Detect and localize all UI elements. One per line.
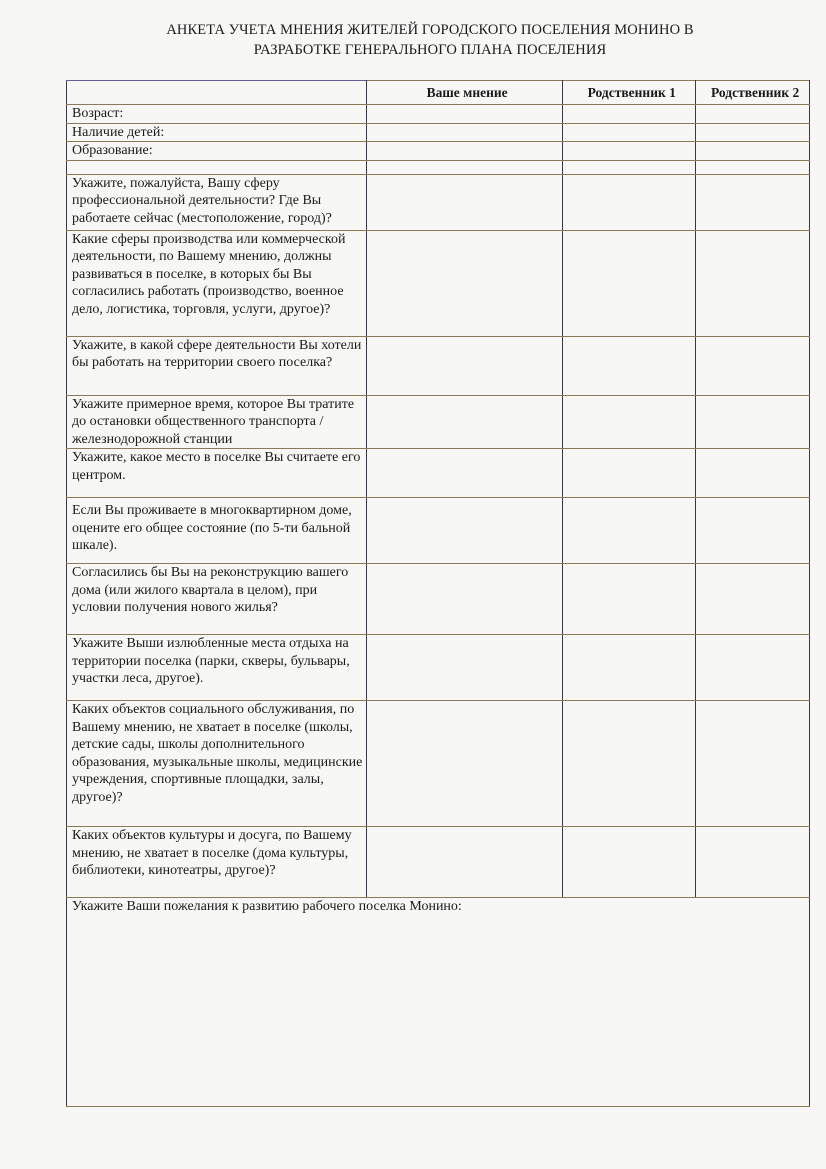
- answer-cell-relative-1[interactable]: [563, 701, 696, 827]
- answer-cell-relative-1[interactable]: [563, 123, 696, 142]
- table-row: [67, 395, 810, 449]
- answer-cell-opinion[interactable]: [367, 564, 563, 635]
- answer-cell-relative-1[interactable]: [563, 336, 696, 395]
- answer-cell-opinion[interactable]: [367, 230, 563, 336]
- form-title-line-2: РАЗРАБОТКЕ ГЕНЕРАЛЬНОГО ПЛАНА ПОСЕЛЕНИЯ: [253, 42, 607, 58]
- answer-cell-relative-2[interactable]: [696, 142, 810, 161]
- answer-cell-relative-2[interactable]: [696, 105, 810, 124]
- answer-cell-opinion[interactable]: [367, 701, 563, 827]
- answer-cell-opinion[interactable]: [367, 395, 563, 449]
- question-8: Укажите Выши излюбленные места отдыха на территории поселка (парки, скверы, бульвары, участки леса, другое).: [67, 635, 367, 701]
- question-7: Согласились бы Вы на реконструкцию вашего дома (или жилого квартала в целом), при условии получения нового жилья?: [67, 564, 367, 635]
- answer-cell-relative-2[interactable]: [696, 701, 810, 827]
- answer-cell-relative-1[interactable]: [563, 105, 696, 124]
- question-3: Укажите, в какой сфере деятельности Вы хотели бы работать на территории своего поселка?: [67, 336, 367, 395]
- answer-cell-relative-2[interactable]: [696, 336, 810, 395]
- answer-cell-opinion[interactable]: [367, 174, 563, 230]
- answer-cell-relative-2[interactable]: [696, 635, 810, 701]
- question-9: Каких объектов социального обслуживания, по Вашему мнению, не хватает в поселке (школы, детские сады, школы дополнительного образования, музыкальные школы, медицинские учреждения, спортивные площадки, залы, другое)?: [67, 701, 367, 827]
- header-relative-2: Родственник 2: [696, 81, 810, 105]
- table-row: [67, 827, 810, 898]
- answer-cell-relative-2[interactable]: [696, 449, 810, 498]
- answer-cell-opinion[interactable]: [367, 105, 563, 124]
- spacer-row: [67, 160, 810, 174]
- row-label-education: Образование:: [67, 142, 367, 161]
- spacer-cell: [563, 160, 696, 174]
- wishes-field[interactable]: [67, 898, 810, 1107]
- table-row: [67, 174, 810, 230]
- answer-cell-relative-1[interactable]: [563, 142, 696, 161]
- answer-cell-relative-1[interactable]: [563, 827, 696, 898]
- row-label-children: Наличие детей:: [67, 123, 367, 142]
- question-6: Если Вы проживаете в многоквартирном доме, оцените его общее состояние (по 5-ти бальной шкале).: [67, 498, 367, 564]
- table-row: [67, 635, 810, 701]
- question-4: Укажите примерное время, которое Вы тратите до остановки общественного транспорта / железнодорожной станции: [67, 395, 367, 449]
- answer-cell-opinion[interactable]: [367, 336, 563, 395]
- table-row: [67, 105, 810, 124]
- answer-cell-relative-1[interactable]: [563, 230, 696, 336]
- answer-cell-opinion[interactable]: [367, 827, 563, 898]
- spacer-cell: [367, 160, 563, 174]
- answer-cell-relative-2[interactable]: [696, 123, 810, 142]
- form-title: [110, 20, 750, 60]
- answer-cell-opinion[interactable]: [367, 449, 563, 498]
- spacer-cell: [67, 160, 367, 174]
- header-row: [67, 81, 810, 105]
- question-2: Какие сферы производства или коммерческой деятельности, по Вашему мнению, должны развиваться в поселке, в которых бы Вы согласились работать (производство, военное дело, логистика, торговля, услуги, другое)?: [67, 230, 367, 336]
- table-row: [67, 449, 810, 498]
- table-row: [67, 498, 810, 564]
- question-1: Укажите, пожалуйста, Вашу сферу профессиональной деятельности? Где Вы работаете сейчас (местоположение, город)?: [67, 174, 367, 230]
- answer-cell-relative-2[interactable]: [696, 827, 810, 898]
- header-opinion: Ваше мнение: [367, 81, 563, 105]
- row-label-age: Возраст:: [67, 105, 367, 124]
- wishes-row: [67, 898, 810, 1107]
- answer-cell-relative-1[interactable]: [563, 635, 696, 701]
- answer-cell-relative-2[interactable]: [696, 498, 810, 564]
- spacer-cell: [696, 160, 810, 174]
- table-row: [67, 230, 810, 336]
- answer-cell-opinion[interactable]: [367, 123, 563, 142]
- answer-cell-relative-1[interactable]: [563, 174, 696, 230]
- answer-cell-relative-1[interactable]: [563, 449, 696, 498]
- answer-cell-relative-2[interactable]: [696, 395, 810, 449]
- answer-cell-relative-2[interactable]: [696, 564, 810, 635]
- answer-cell-relative-1[interactable]: [563, 395, 696, 449]
- survey-table: [66, 80, 810, 1107]
- table-row: [67, 123, 810, 142]
- answer-cell-opinion[interactable]: [367, 142, 563, 161]
- wishes-prompt: Укажите Ваши пожелания к развитию рабочего поселка Монино:: [72, 899, 462, 914]
- answer-cell-relative-2[interactable]: [696, 174, 810, 230]
- form-title-line-1: АНКЕТА УЧЕТА МНЕНИЯ ЖИТЕЛЕЙ ГОРОДСКОГО ПОСЕЛЕНИЯ МОНИНО В: [166, 22, 694, 38]
- answer-cell-relative-1[interactable]: [563, 564, 696, 635]
- table-row: [67, 142, 810, 161]
- table-row: [67, 564, 810, 635]
- answer-cell-opinion[interactable]: [367, 635, 563, 701]
- question-10: Каких объектов культуры и досуга, по Вашему мнению, не хватает в поселке (дома культуры, библиотеки, кинотеатры, другое)?: [67, 827, 367, 898]
- table-row: [67, 336, 810, 395]
- header-question-cell: [67, 81, 367, 105]
- answer-cell-relative-2[interactable]: [696, 230, 810, 336]
- table-row: [67, 701, 810, 827]
- question-5: Укажите, какое место в поселке Вы считаете его центром.: [67, 449, 367, 498]
- answer-cell-relative-1[interactable]: [563, 498, 696, 564]
- answer-cell-opinion[interactable]: [367, 498, 563, 564]
- header-relative-1: Родственник 1: [563, 81, 696, 105]
